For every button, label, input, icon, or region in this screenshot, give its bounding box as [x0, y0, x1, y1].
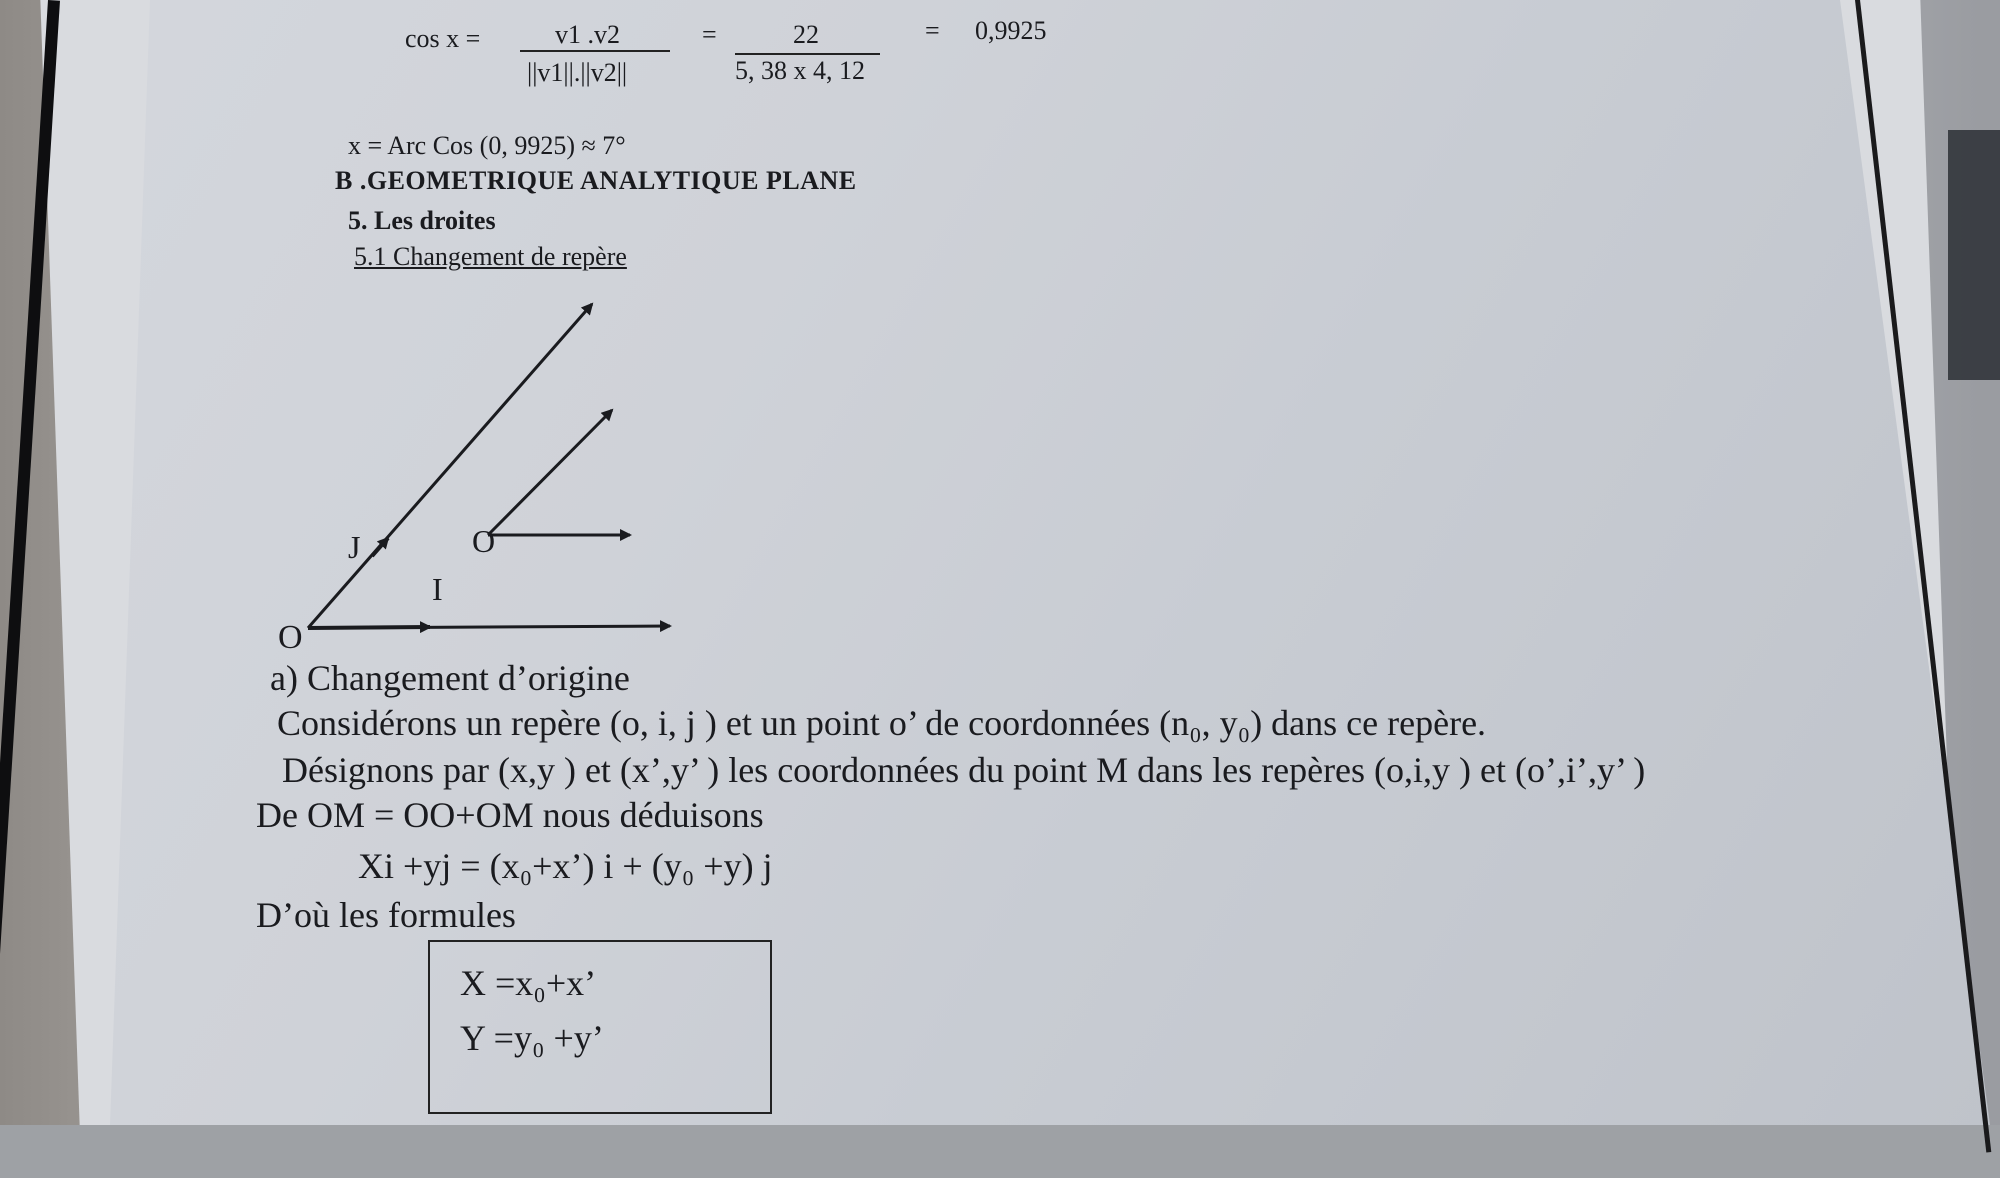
axis-y: [308, 304, 592, 628]
equals-1: =: [702, 20, 717, 49]
fraction-bar-1: [520, 50, 670, 52]
numerator-2: 22: [793, 20, 819, 49]
unit-vector-i: [308, 627, 430, 628]
section-heading-5-1: 5.1 Changement de repère: [354, 242, 627, 271]
fraction-bar-2: [735, 53, 880, 55]
denominator-1: ||v1||.||v2||: [527, 58, 628, 87]
formula-x: X =x₀+x’: [460, 963, 597, 1003]
body-line-4: Xi +yj = (x₀+x’) i + (y₀ +y) j: [358, 846, 773, 886]
screen-edge: [1948, 130, 2000, 380]
equals-2: =: [925, 16, 940, 45]
axis-y-prime: [488, 410, 612, 535]
section-heading-b: B .GEOMETRIQUE ANALYTIQUE PLANE: [335, 166, 857, 195]
subheading-a: a) Changement d’origine: [270, 658, 630, 698]
numerator-1: v1 .v2: [555, 20, 620, 49]
body-line-3: De OM = OO+OM nous déduisons: [256, 795, 764, 835]
label-i: I: [432, 571, 443, 607]
body-line-5: D’où les formules: [256, 895, 516, 935]
section-heading-5: 5. Les droites: [348, 206, 496, 235]
denominator-2: 5, 38 x 4, 12: [735, 56, 865, 85]
label-j: J: [348, 529, 361, 565]
label-o: O: [278, 619, 303, 650]
coordinate-change-figure: [260, 290, 700, 650]
label-o-prime: O: [472, 523, 496, 559]
cos-result: 0,9925: [975, 16, 1047, 45]
body-line-1: Considérons un repère (o, i, j ) et un point o’ de coordonnées (n₀, y₀) dans ce repère.: [277, 703, 1487, 743]
formula-y: Y =y₀ +y’: [460, 1018, 604, 1058]
body-line-2: Désignons par (x,y ) et (x’,y’ ) les coordonnées du point M dans les repères (o,i,y ) et (o’,i’,y’ ): [282, 750, 1646, 790]
arccos-line: x = Arc Cos (0, 9925) ≈ 7°: [348, 131, 626, 160]
unit-vector-j: [372, 538, 388, 556]
cos-lhs: cos x =: [405, 24, 481, 53]
